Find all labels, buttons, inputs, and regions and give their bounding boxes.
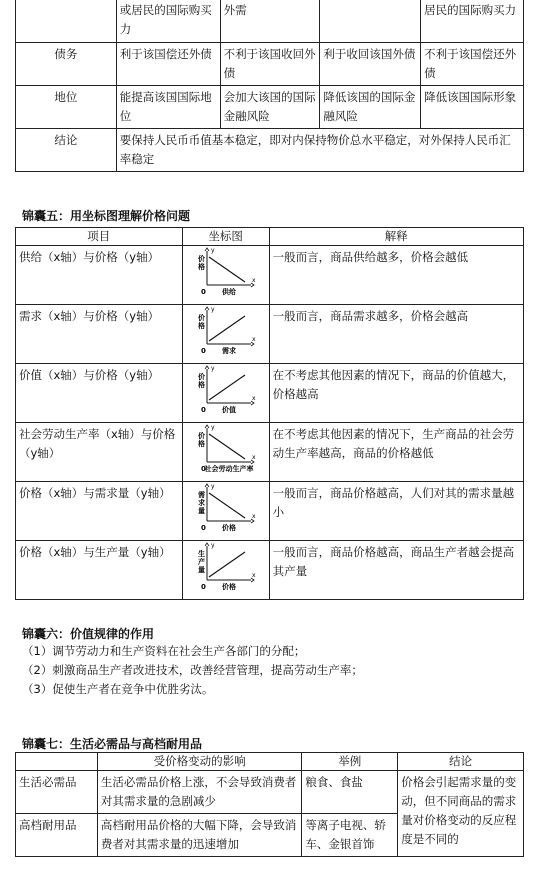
table-cell: 居民的国际购买力 xyxy=(421,0,524,43)
origin-label: 0 xyxy=(200,465,206,473)
y-arrow-icon xyxy=(205,484,209,487)
list-item: （2）刺激商品生产者改进技术，改善经营管理，提高劳动生产率； xyxy=(22,663,363,677)
y-axis-label: 格 xyxy=(197,322,205,330)
x-axis-label: 供给 xyxy=(221,288,236,296)
table-cell: 利于该国偿还外债 xyxy=(116,43,220,86)
item-cell: 价值（x轴）与价格（y轴） xyxy=(16,364,183,423)
table-row xyxy=(16,0,524,43)
section7-title: 锦囊七：生活必需品与高档耐用品 xyxy=(22,737,203,751)
price-production-graph xyxy=(185,542,267,592)
y-symbol: y xyxy=(210,306,215,313)
supply-price-graph xyxy=(185,247,267,297)
section5-title: 锦囊五：用坐标图理解价格问题 xyxy=(22,209,191,223)
explain-cell: 一般而言，商品需求越多，价格会越高 xyxy=(269,305,523,364)
y-axis-label: 格 xyxy=(197,381,205,389)
y-axis-label: 生 xyxy=(197,550,205,558)
trend-line xyxy=(209,257,245,282)
y-axis-label: 求 xyxy=(197,499,205,507)
x-axis-label: 价格 xyxy=(221,524,236,532)
x-axis-label: 需求 xyxy=(221,347,236,355)
conclusion-cell: 要保持人民币币值基本稳定，即对内保持物价总水平稳定，对外保持人民币汇率稳定 xyxy=(116,129,523,172)
x-axis-label: 价值 xyxy=(221,406,236,414)
y-symbol: y xyxy=(210,365,215,372)
origin-label: 0 xyxy=(200,288,206,296)
table-cell: 利于收回该国外债 xyxy=(320,43,421,86)
x-axis-label: 社会劳动生产率 xyxy=(204,465,254,473)
graph-cell xyxy=(182,364,269,423)
x-symbol: x xyxy=(251,395,256,402)
origin-label: 0 xyxy=(200,347,206,355)
origin-label: 0 xyxy=(200,524,206,532)
header-conclusion: 结论 xyxy=(398,753,524,771)
productivity-price-graph xyxy=(185,424,267,474)
table-row xyxy=(16,482,524,541)
row-label: 债务 xyxy=(16,43,117,86)
graph-cell xyxy=(182,482,269,541)
table-cell: 外需 xyxy=(220,0,320,43)
table-header xyxy=(16,228,524,246)
row-label xyxy=(16,0,117,43)
y-axis-label: 量 xyxy=(197,566,205,574)
x-axis-label: 价格 xyxy=(221,583,236,591)
y-arrow-icon xyxy=(205,248,209,251)
table-row xyxy=(16,86,524,129)
row-label: 地位 xyxy=(16,86,117,129)
graph-cell xyxy=(182,305,269,364)
list-item: （1）调节劳动力和生产资料在社会生产各部门的分配； xyxy=(22,644,306,658)
graph-cell xyxy=(182,423,269,482)
example-cell: 等离子电视、轿车、金银首饰 xyxy=(302,814,398,857)
table-cell: 不利于该国偿还外债 xyxy=(421,43,524,86)
table-cell: 降低该国国际形象 xyxy=(421,86,524,129)
list-item: （3）促使生产者在竞争中优胜劣汰。 xyxy=(22,682,214,696)
table-row xyxy=(16,364,524,423)
x-symbol: x xyxy=(251,454,256,461)
table-row xyxy=(16,423,524,482)
y-arrow-icon xyxy=(205,543,209,546)
table-header xyxy=(16,753,524,771)
y-axis-label: 格 xyxy=(197,440,205,448)
table-cell: 降低该国的国际金融风险 xyxy=(320,86,421,129)
trend-line xyxy=(209,552,245,577)
trend-line xyxy=(209,434,245,459)
y-symbol: y xyxy=(210,542,215,549)
item-cell: 供给（x轴）与价格（y轴） xyxy=(16,246,183,305)
value-price-graph xyxy=(185,365,267,415)
row-label: 结论 xyxy=(16,129,117,172)
y-symbol: y xyxy=(210,483,215,490)
graph-cell xyxy=(182,246,269,305)
explain-cell: 在不考虑其他因素的情况下，商品的价值越大，价格越高 xyxy=(269,364,523,423)
y-arrow-icon xyxy=(205,425,209,428)
section6-title: 锦囊六：价值规律的作用 xyxy=(22,627,155,641)
exchange-rate-table xyxy=(15,0,524,172)
item-cell: 价格（x轴）与生产量（y轴） xyxy=(16,541,183,600)
y-axis-label: 产 xyxy=(197,558,205,566)
explain-cell: 一般而言，商品供给越多，价格会越低 xyxy=(269,246,523,305)
table-row xyxy=(16,771,524,814)
header-explain: 解释 xyxy=(269,228,523,246)
table-cell: 会加大该国的国际金融风险 xyxy=(220,86,320,129)
header-example: 举例 xyxy=(302,753,398,771)
header-graph: 坐标图 xyxy=(182,228,269,246)
row-label: 生活必需品 xyxy=(16,771,98,814)
header-blank xyxy=(16,753,98,771)
value-law-list xyxy=(22,642,363,699)
header-effect: 受价格变动的影响 xyxy=(97,753,302,771)
y-axis-label: 量 xyxy=(197,507,205,515)
demand-price-graph xyxy=(185,306,267,356)
item-cell: 社会劳动生产率（x轴）与价格（y轴） xyxy=(16,423,183,482)
origin-label: 0 xyxy=(200,583,206,591)
conclusion-cell: 价格会引起需求量的变动，但不同商品的需求量对价格变动的反应程度是不同的 xyxy=(398,771,524,857)
effect-cell: 生活必需品价格上涨，不会导致消费者对其需求量的急剧减少 xyxy=(97,771,302,814)
explain-cell: 一般而言，商品价格越高，商品生产者越会提高其产量 xyxy=(269,541,523,600)
table-row xyxy=(16,246,524,305)
trend-line xyxy=(209,316,245,341)
trend-line xyxy=(209,493,245,518)
row-label: 高档耐用品 xyxy=(16,814,98,857)
table-row xyxy=(16,305,524,364)
x-symbol: x xyxy=(251,572,256,579)
table-cell: 能提高该国国际地位 xyxy=(116,86,220,129)
header-item: 项目 xyxy=(16,228,183,246)
x-symbol: x xyxy=(251,277,256,284)
y-arrow-icon xyxy=(205,307,209,310)
table-cell xyxy=(320,0,421,43)
x-symbol: x xyxy=(251,513,256,520)
y-axis-label: 价 xyxy=(197,314,205,322)
y-axis-label: 价 xyxy=(197,373,205,381)
item-cell: 价格（x轴）与需求量（y轴） xyxy=(16,482,183,541)
table-row xyxy=(16,43,524,86)
explain-cell: 一般而言，商品价格越高，人们对其的需求量越小 xyxy=(269,482,523,541)
table-row xyxy=(16,541,524,600)
example-cell: 粮食、食盐 xyxy=(302,771,398,814)
y-axis-label: 价 xyxy=(197,432,205,440)
table-row xyxy=(16,129,524,172)
goods-table xyxy=(15,752,524,857)
table-cell: 或居民的国际购买力 xyxy=(116,0,220,43)
y-axis-label: 需 xyxy=(197,491,205,499)
origin-label: 0 xyxy=(200,406,206,414)
effect-cell: 高档耐用品价格的大幅下降，会导致消费者对其需求量的迅速增加 xyxy=(97,814,302,857)
trend-line xyxy=(209,375,245,400)
price-demand-graph xyxy=(185,483,267,533)
y-arrow-icon xyxy=(205,366,209,369)
y-symbol: y xyxy=(210,424,215,431)
explain-cell: 在不考虑其他因素的情况下，生产商品的社会劳动生产率越高，商品的价格越低 xyxy=(269,423,523,482)
x-symbol: x xyxy=(251,336,256,343)
graph-cell xyxy=(182,541,269,600)
table-cell: 不利于该国收回外债 xyxy=(220,43,320,86)
y-symbol: y xyxy=(210,247,215,254)
price-graph-table xyxy=(15,227,524,600)
y-axis-label: 价 xyxy=(197,255,205,263)
item-cell: 需求（x轴）与价格（y轴） xyxy=(16,305,183,364)
y-axis-label: 格 xyxy=(197,263,205,271)
